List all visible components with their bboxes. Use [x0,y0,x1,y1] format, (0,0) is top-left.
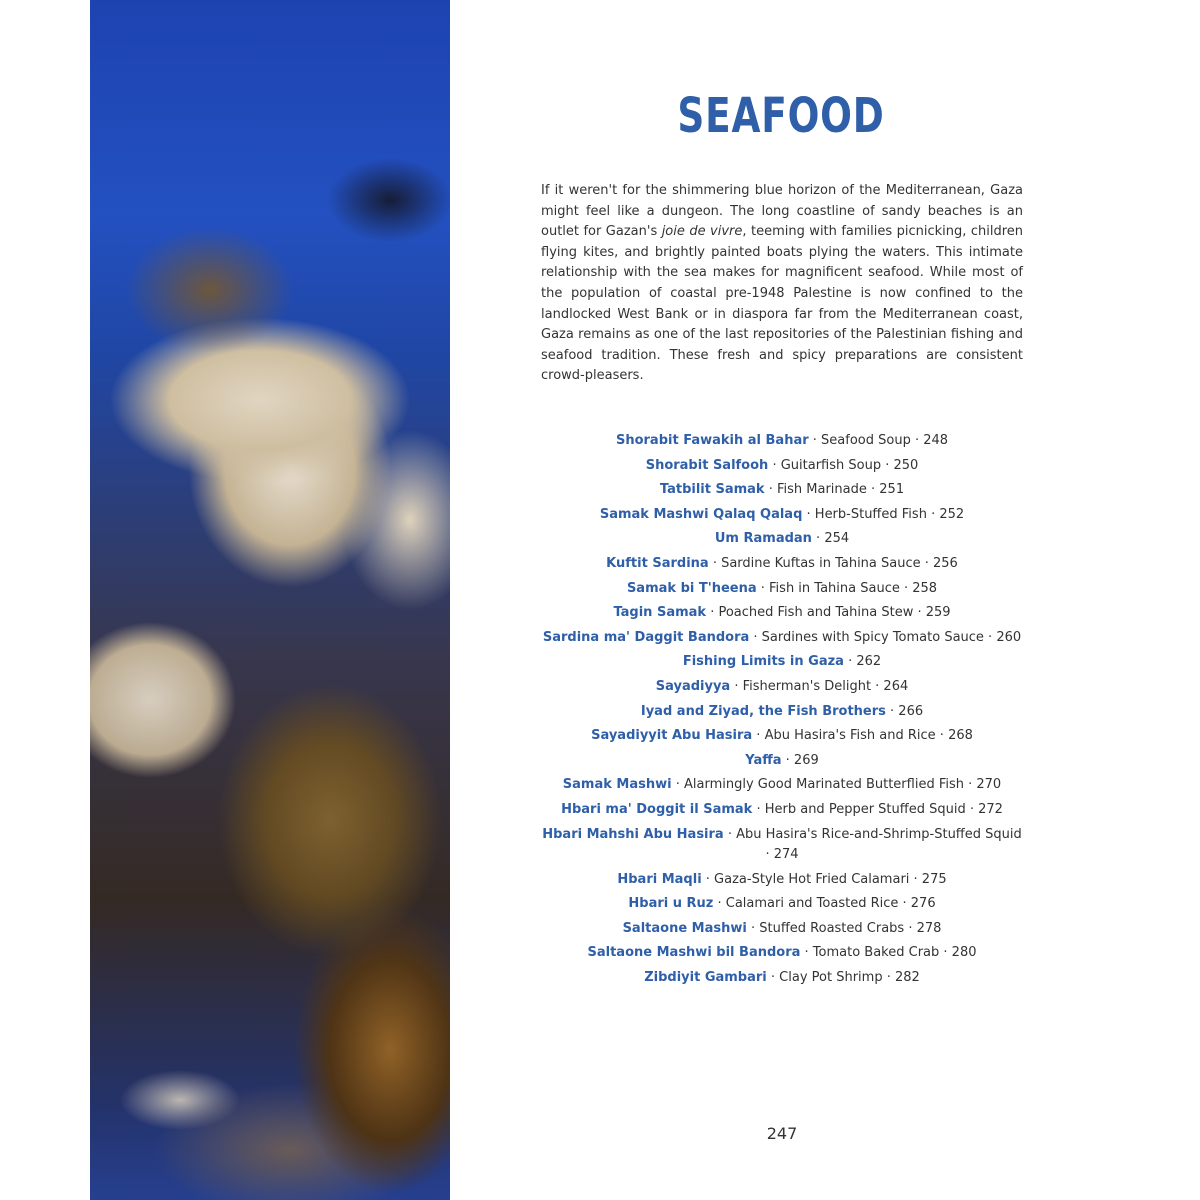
recipe-name: Iyad and Ziyad, the Fish Brothers [640,703,886,719]
recipe-item [541,968,1023,989]
recipe-desc: · Stuffed Roasted Crabs · 278 [746,920,942,936]
recipe-desc: · Herb-Stuffed Fish · 252 [802,506,965,522]
recipe-desc: · Gaza-Style Hot Fried Calamari · 275 [701,871,947,887]
recipe-desc: · Guitarfish Soup · 250 [768,457,919,473]
page-title: SEAFOOD [677,88,885,144]
recipe-item [541,894,1023,915]
recipe-desc: · Herb and Pepper Stuffed Squid · 272 [752,801,1003,817]
recipe-name: Sayadiyyit Abu Hasira [591,728,753,744]
recipe-name: Samak Mashwi [562,777,672,793]
recipe-name: Hbari ma' Doggit il Samak [561,801,753,817]
recipe-item [541,751,1023,772]
intro-text-end: , teeming with families picnicking, children flying kites, and brightly painted boats plying the waters. This intimate relationship with the sea makes for magnificent seafood. While most of the population of coastal pre-1948 Palestine is now confined to the landlocked West Bank or in diaspora far from the Mediterranean coast, Gaza remains as one of the last repositories of the Palestinian fishing and seafood tradition. These fresh and spicy preparations are consistent crowd-pleasers. [541,224,1024,384]
recipe-name: Shorabit Salfooh [645,457,769,473]
recipe-item [541,943,1023,964]
recipe-desc: · Poached Fish and Tahina Stew · 259 [706,605,951,621]
recipe-item [541,431,1023,452]
recipe-item [541,870,1023,891]
recipe-name: Tatbilit Samak [659,482,765,498]
recipe-name: Samak bi T'heena [626,580,757,596]
intro-italic-phrase: joie de vivre [661,224,743,240]
recipe-name: Saltaone Mashwi bil Bandora [587,945,801,961]
recipe-desc: · Sardines with Spicy Tomato Sauce · 260 [749,629,1022,645]
recipe-item [541,775,1023,796]
recipe-name: Tagin Samak [613,605,707,621]
recipe-desc: · Calamari and Toasted Rice · 276 [713,896,936,912]
recipe-name: Fishing Limits in Gaza [682,654,844,670]
recipe-desc: · Sardine Kuftas in Tahina Sauce · 256 [708,555,958,571]
intro-paragraph [541,181,1023,387]
recipe-item [541,726,1023,747]
recipe-item [541,529,1023,550]
recipe-item [541,456,1023,477]
page-number: 247 [766,1124,798,1143]
recipe-name: Zibdiyit Gambari [644,970,767,986]
recipe-desc: · Fish Marinade · 251 [764,482,905,498]
recipe-desc: · Clay Pot Shrimp · 282 [766,970,920,986]
recipe-item [541,603,1023,624]
recipe-name: Sayadiyya [655,678,731,694]
recipe-name: Sardina ma' Daggit Bandora [542,629,750,645]
recipe-name: Kuftit Sardina [606,555,709,571]
recipe-item [541,825,1023,866]
recipe-item [541,800,1023,821]
recipe-item [541,702,1023,723]
recipe-desc: · 266 [885,703,924,719]
intro-text-start: If it weren't for the shimmering blue horizon of the Mediterranean, Gaza might feel like a dungeon. The long coastline of sandy beaches is an outlet for Gazan's [541,183,1023,240]
recipe-name: Hbari u Ruz [628,896,714,912]
recipe-desc: · Seafood Soup · 248 [808,433,949,448]
recipe-item [541,652,1023,673]
recipe-name: Saltaone Mashwi [622,920,747,936]
recipe-name: Um Ramadan [714,531,812,547]
recipe-desc: · 254 [811,531,850,547]
recipe-name: Hbari Mahshi Abu Hasira [542,826,724,842]
recipe-list [541,431,1023,993]
recipe-item [541,579,1023,600]
recipe-name: Yaffa [745,752,782,768]
recipe-desc: · 262 [843,654,882,670]
recipe-item [541,677,1023,698]
recipe-desc: · Alarmingly Good Marinated Butterflied Fish · 270 [671,777,1002,793]
recipe-item [541,505,1023,526]
recipe-item [541,628,1023,649]
recipe-name: Samak Mashwi Qalaq Qalaq [599,506,803,522]
recipe-desc: · Tomato Baked Crab · 280 [800,945,977,961]
photo-shade [90,0,450,1200]
recipe-desc: · 269 [781,752,819,768]
recipe-desc: · Abu Hasira's Fish and Rice · 268 [752,728,973,744]
recipe-name: Hbari Maqli [617,871,702,887]
recipe-desc: · Fisherman's Delight · 264 [730,678,909,694]
recipe-item [541,480,1023,501]
recipe-item [541,554,1023,575]
recipe-name: Shorabit Fawakih al Bahar [615,433,809,448]
recipe-item [541,919,1023,940]
recipe-desc: · Abu Hasira's Rice-and-Shrimp-Stuffed Squid · 274 [723,826,1022,863]
crab-photo [90,0,450,1200]
recipe-desc: · Fish in Tahina Sauce · 258 [756,580,938,596]
